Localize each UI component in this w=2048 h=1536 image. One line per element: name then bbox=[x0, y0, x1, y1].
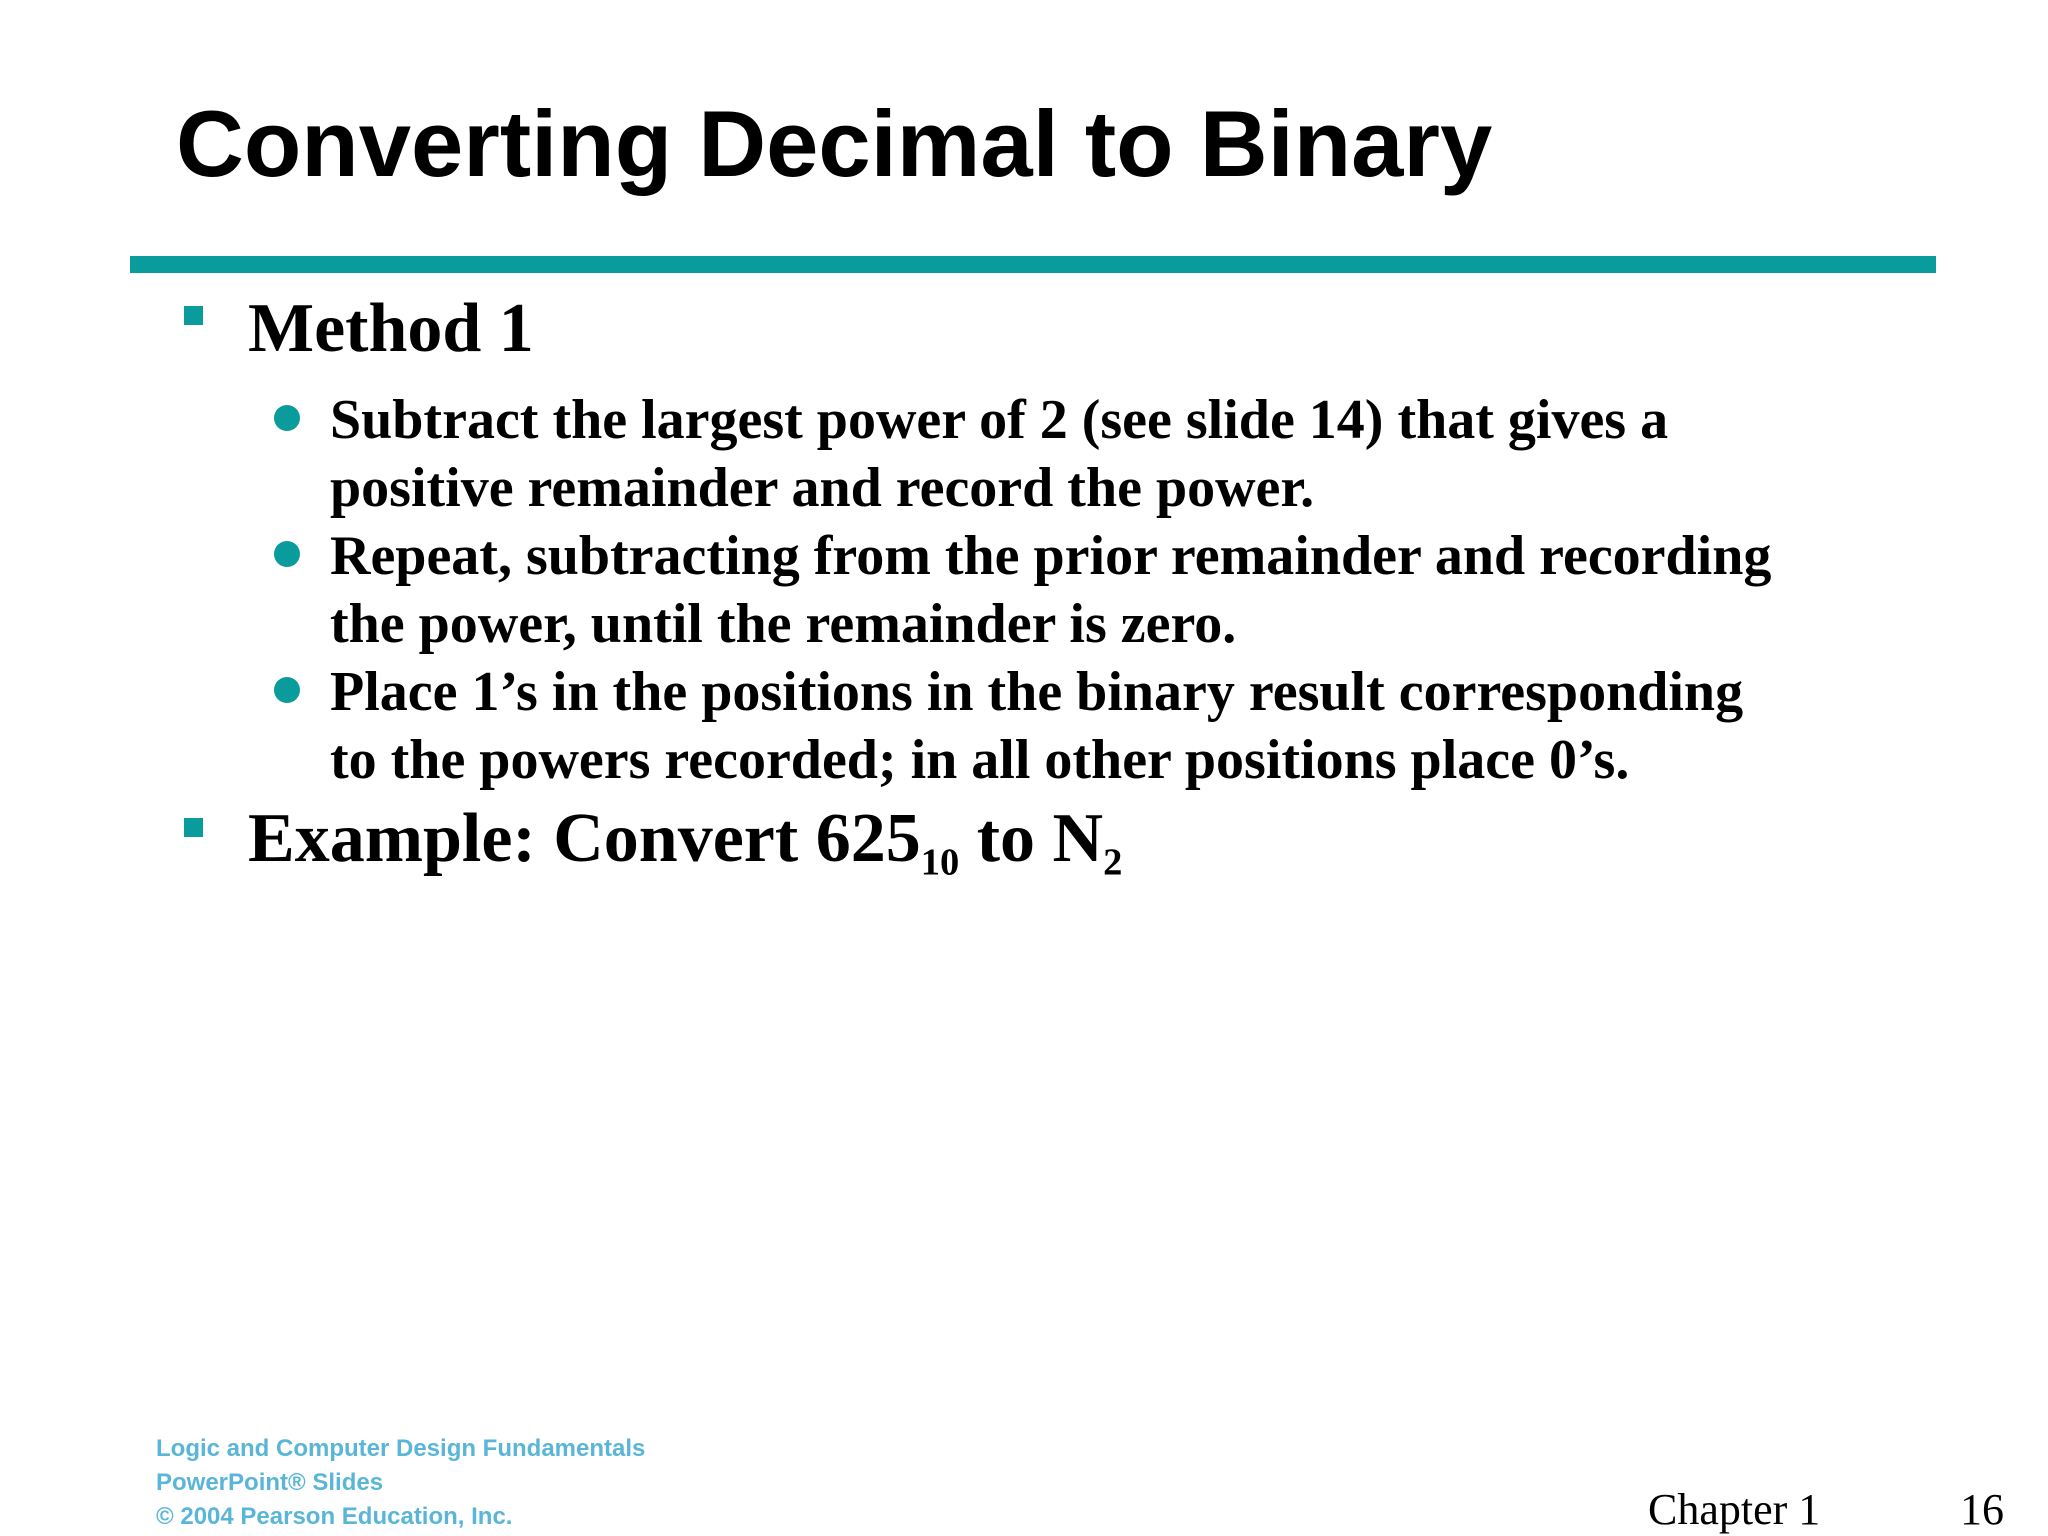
footer-chapter: Chapter 1 bbox=[1648, 1485, 1821, 1534]
square-bullet-icon bbox=[184, 306, 203, 325]
bullet-method-1: Method 1 bbox=[248, 290, 534, 367]
subbullet-line: Place 1’s in the positions in the binary result corresponding bbox=[330, 661, 1744, 723]
round-bullet-icon bbox=[274, 677, 300, 703]
example-subscript-base10: 10 bbox=[920, 841, 960, 884]
subbullet-line: positive remainder and record the power. bbox=[330, 457, 1315, 519]
subbullet-line: to the powers recorded; in all other positions place 0’s. bbox=[330, 729, 1630, 791]
slide-title: Converting Decimal to Binary bbox=[176, 91, 1493, 196]
subbullet-repeat bbox=[330, 522, 1970, 658]
square-bullet-icon bbox=[184, 818, 203, 837]
example-text: Example: Convert 625 bbox=[248, 800, 921, 877]
subbullet-line: Repeat, subtracting from the prior remainder and recording bbox=[330, 525, 1772, 587]
subbullet-line: Subtract the largest power of 2 (see slide 14) that gives a bbox=[330, 389, 1669, 451]
bullet-example bbox=[248, 800, 1122, 884]
publisher-logo bbox=[156, 1432, 645, 1534]
title-divider bbox=[130, 256, 1936, 273]
example-text: to N bbox=[959, 800, 1104, 877]
logo-line: © 2004 Pearson Education, Inc. bbox=[156, 1503, 513, 1530]
subbullet-place bbox=[330, 658, 1970, 794]
round-bullet-icon bbox=[274, 405, 300, 431]
round-bullet-icon bbox=[274, 541, 300, 567]
logo-line: PowerPoint® Slides bbox=[156, 1469, 384, 1496]
logo-line: Logic and Computer Design Fundamentals bbox=[156, 1435, 646, 1462]
subbullet-subtract bbox=[330, 386, 1970, 522]
subbullet-line: the power, until the remainder is zero. bbox=[330, 593, 1237, 655]
example-subscript-base2: 2 bbox=[1103, 841, 1123, 884]
footer-page-number: 16 bbox=[1960, 1485, 2004, 1534]
